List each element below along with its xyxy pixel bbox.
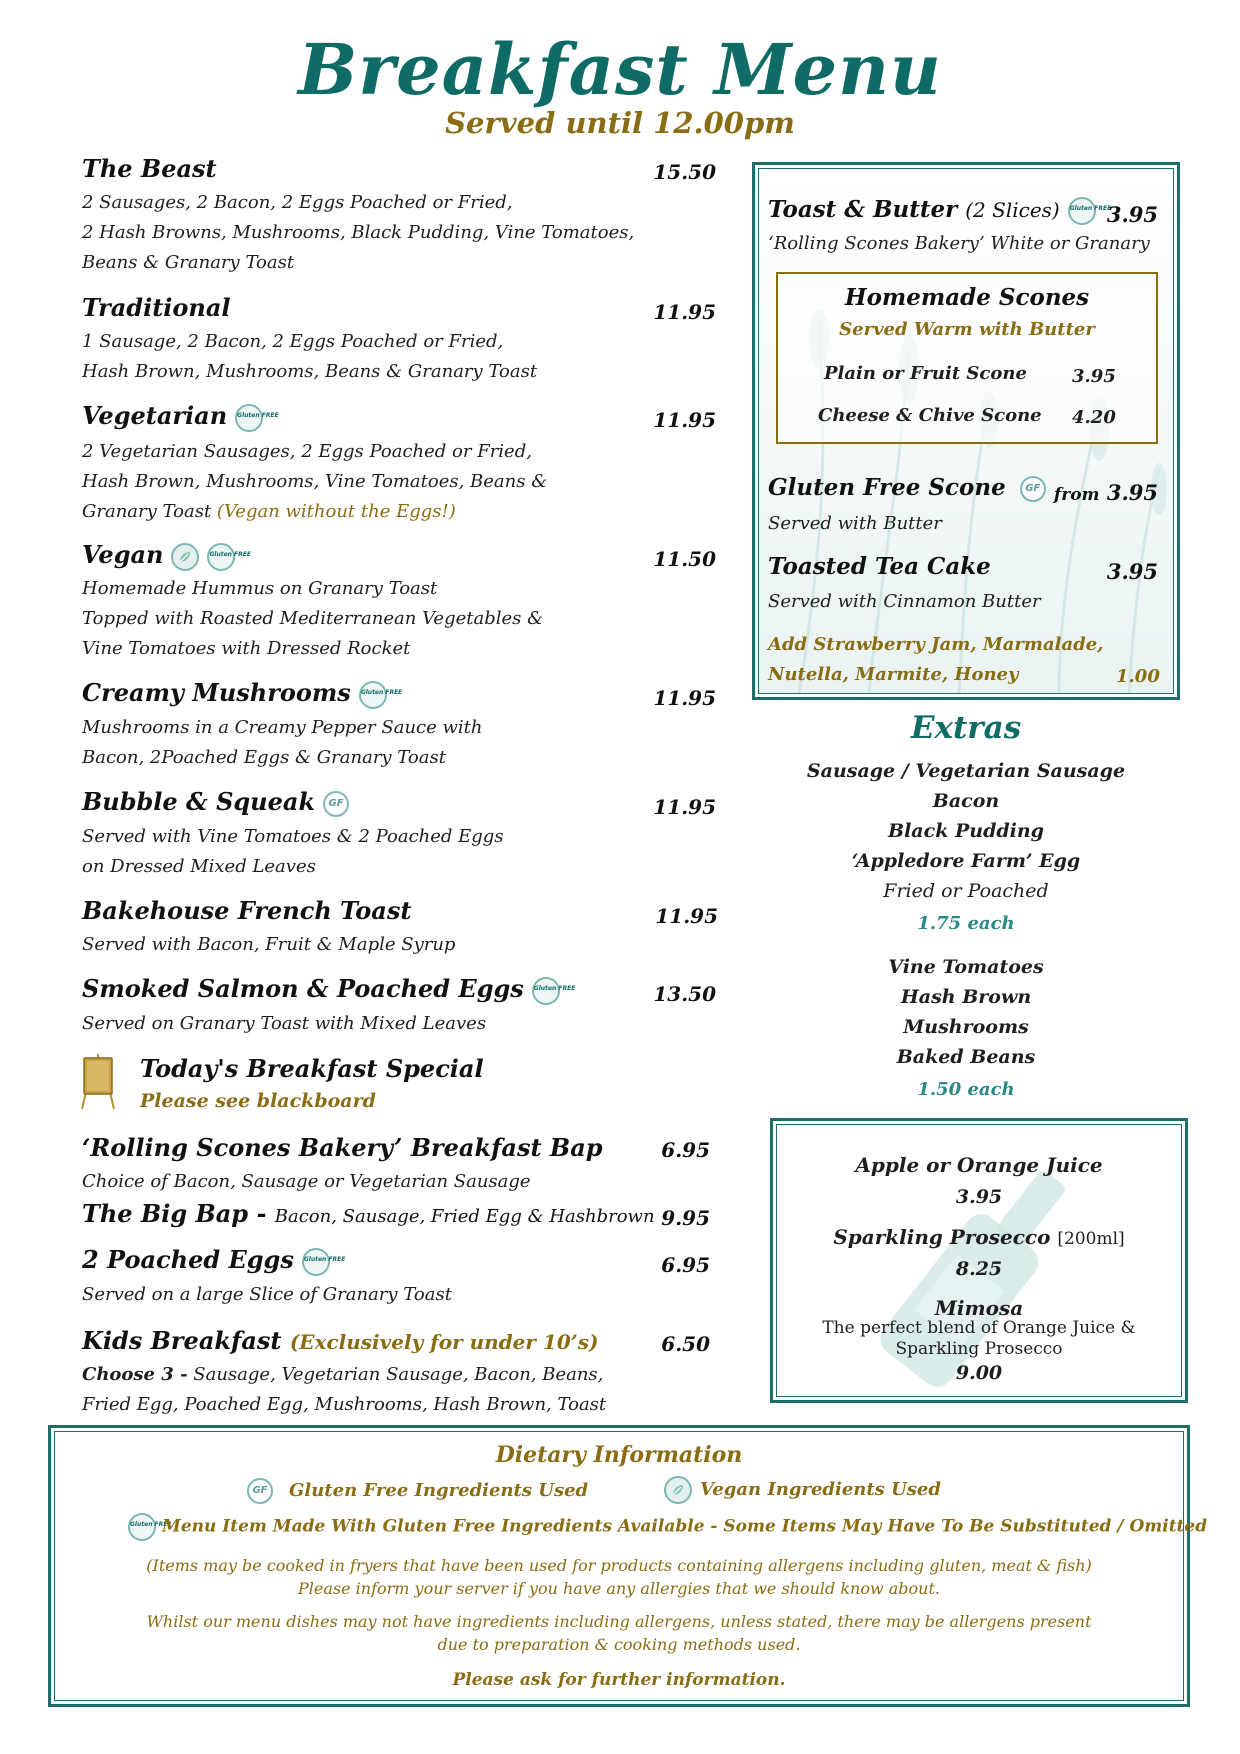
item-desc-line: Topped with Roasted Mediterranean Vegetables & [82,608,544,629]
item-name-creamy-mushrooms: Creamy Mushrooms Gluten FREE [82,678,403,707]
item-desc-line: Beans & Granary Toast [82,252,295,273]
item-desc-line: Fried Egg, Poached Egg, Mushrooms, Hash Brown, Toast [82,1394,607,1415]
gluten-free-available-icon: Gluten FREE [235,404,263,432]
gluten-free-available-icon: Gluten FREE [207,543,235,571]
item-desc-line: Bacon, 2Poached Eggs & Granary Toast [82,747,446,768]
dietary-closing: Please ask for further information. [452,1670,786,1690]
gf-scone-name: Gluten Free Scone GF [768,474,1046,502]
item-price-vegan: 11.50 [653,547,716,571]
tea-cake-price: 3.95 [1106,559,1158,584]
gluten-free-available-icon: Gluten FREE [359,681,387,709]
dietary-para: due to preparation & cooking methods used. [437,1635,801,1654]
item-name-the-beast: The Beast [82,154,217,183]
item-name-bubble-squeak: Bubble & Squeak GF [82,787,349,817]
vegan-note: (Vegan without the Eggs!) [216,501,456,522]
item-desc-line: Choice of Bacon, Sausage or Vegetarian Sausage [82,1171,531,1192]
dietary-para: Please inform your server if you have any allergies that we should know about. [297,1579,940,1598]
special-title: Today's Breakfast Special [140,1054,484,1083]
item-desc-line: Served on a large Slice of Granary Toast [82,1284,452,1305]
drink-mimosa-desc: Sparkling Prosecco [895,1339,1063,1359]
scone-item-price: 3.95 [1072,366,1116,387]
tea-cake-desc: Served with Cinnamon Butter [768,591,1041,612]
item-name-big-bap: The Big Bap - Bacon, Sausage, Fried Egg & Hashbrown [82,1199,655,1228]
item-desc-line: Hash Brown, Mushrooms, Vine Tomatoes, Beans & [82,471,548,492]
item-price-breakfast-bap: 6.95 [661,1138,710,1162]
scone-item-price: 4.20 [1072,407,1116,428]
item-desc-line: Homemade Hummus on Granary Toast [82,578,438,599]
bakery-toast-name: Toast & Butter (2 Slices) Gluten FREE [768,196,1112,223]
item-price-big-bap: 9.95 [661,1206,710,1230]
item-desc-line: on Dressed Mixed Leaves [82,856,316,877]
item-price-kids-breakfast: 6.50 [661,1332,710,1356]
extras-price-2: 1.50 each [917,1079,1015,1100]
item-name-vegan: Vegan Gluten FREE [82,540,251,569]
item-desc-line: Served with Bacon, Fruit & Maple Syrup [82,934,456,955]
extra-item: Sausage / Vegetarian Sausage [806,760,1126,782]
dietary-title: Dietary Information [495,1442,743,1468]
extra-item: Baked Beans [896,1046,1036,1068]
item-name-poached-eggs: 2 Poached Eggs Gluten FREE [82,1245,346,1274]
item-price-the-beast: 15.50 [653,160,716,184]
addons-line: Add Strawberry Jam, Marmalade, [768,634,1104,655]
drink-mimosa-name: Mimosa [934,1296,1024,1320]
item-desc-line: Choose 3 - Sausage, Vegetarian Sausage, Bacon, Beans, [82,1364,604,1385]
item-desc-line: Hash Brown, Mushrooms, Beans & Granary Toast [82,361,538,382]
drink-prosecco-price: 8.25 [955,1258,1003,1280]
gluten-free-available-icon: Gluten FREE [532,977,560,1005]
item-name-french-toast: Bakehouse French Toast [82,896,412,925]
addons-line: Nutella, Marmite, Honey [768,664,1019,685]
gf-icon: GF [323,791,349,817]
item-price-poached-eggs: 6.95 [661,1253,710,1277]
addons-price: 1.00 [1116,666,1160,687]
item-name-traditional: Traditional [82,293,231,322]
scone-item-name: Plain or Fruit Scone [824,363,1027,384]
gf-legend: GF Gluten Free Ingredients Used [247,1478,588,1504]
drink-juice-price: 3.95 [955,1186,1003,1208]
gluten-free-available-icon: Gluten FREE [128,1513,156,1541]
page-subtitle: Served until 12.00pm [445,106,795,140]
blackboard-easel-icon [80,1052,116,1110]
gf-icon: GF [1020,476,1046,502]
gluten-free-available-icon: Gluten FREE [302,1248,330,1276]
vegan-legend: Vegan Ingredients Used [664,1476,941,1504]
gf-scone-price: from 3.95 [1053,480,1158,505]
drink-mimosa-price: 9.00 [955,1362,1003,1384]
item-desc-line: Mushrooms in a Creamy Pepper Sauce with [82,717,483,738]
dietary-para: Whilst our menu dishes may not have ingredients including allergens, unless stated, there may be allergens present [146,1612,1092,1631]
drink-juice-name: Apple or Orange Juice [855,1153,1103,1177]
bakery-toast-desc: ‘Rolling Scones Bakery’ White or Granary [768,233,1150,254]
item-price-french-toast: 11.95 [655,904,718,928]
item-desc-line: 1 Sausage, 2 Bacon, 2 Eggs Poached or Fried, [82,331,504,352]
dietary-para: (Items may be cooked in fryers that have been used for products containing allergens including gluten, meat & fish) [146,1556,1092,1575]
item-desc-line: 2 Vegetarian Sausages, 2 Eggs Poached or Fried, [82,441,532,462]
gf-scone-desc: Served with Butter [768,513,942,534]
item-name-vegetarian: Vegetarian Gluten FREE [82,401,279,430]
extras-price-1: 1.75 each [917,913,1015,934]
item-name-breakfast-bap: ‘Rolling Scones Bakery’ Breakfast Bap [82,1133,603,1162]
gf-icon: GF [247,1478,273,1504]
item-price-creamy-mushrooms: 11.95 [653,686,716,710]
drink-prosecco-name: Sparkling Prosecco [200ml] [833,1225,1125,1249]
scones-subtitle: Served Warm with Butter [839,319,1095,340]
item-desc-line: Granary Toast (Vegan without the Eggs!) [82,501,456,522]
extra-note: Fried or Poached [883,880,1049,902]
scones-title: Homemade Scones [844,284,1090,311]
drink-mimosa-desc: The perfect blend of Orange Juice & [822,1318,1136,1338]
item-price-vegetarian: 11.95 [653,408,716,432]
extra-item: Vine Tomatoes [888,956,1044,978]
tea-cake-name: Toasted Tea Cake [768,553,991,580]
bakery-toast-price: 3.95 [1106,202,1158,227]
gluten-free-available-icon: Gluten FREE [1068,197,1096,225]
item-price-bubble-squeak: 11.95 [653,795,716,819]
extra-item: Hash Brown [900,986,1032,1008]
big-bap-detail: Bacon, Sausage, Fried Egg & Hashbrown [274,1206,655,1227]
vegan-icon [664,1476,692,1504]
item-price-traditional: 11.95 [653,300,716,324]
page-title: Breakfast Menu [298,28,942,111]
gfa-legend: Gluten FREEMenu Item Made With Gluten Free Ingredients Available - Some Items May Have To Be Substituted / Omitted [128,1513,1207,1541]
item-desc-line: 2 Sausages, 2 Bacon, 2 Eggs Poached or Fried, [82,192,513,213]
item-desc-line: Vine Tomatoes with Dressed Rocket [82,638,411,659]
extra-item: Mushrooms [903,1016,1029,1038]
item-name-kids-breakfast: Kids Breakfast (Exclusively for under 10’s) [82,1326,599,1355]
scone-item-name: Cheese & Chive Scone [818,405,1042,426]
item-desc-line: Served on Granary Toast with Mixed Leaves [82,1013,487,1034]
item-price-smoked-salmon: 13.50 [653,982,716,1006]
extra-item: ‘Appledore Farm’ Egg [851,850,1081,872]
extra-item: Black Pudding [888,820,1044,842]
extras-title: Extras [910,710,1022,746]
kids-note: (Exclusively for under 10’s) [289,1330,599,1354]
vegan-icon [171,543,199,571]
extra-item: Bacon [932,790,1000,812]
special-note: Please see blackboard [140,1090,376,1112]
item-desc-line: Served with Vine Tomatoes & 2 Poached Eggs [82,826,504,847]
item-desc-line: 2 Hash Browns, Mushrooms, Black Pudding, Vine Tomatoes, [82,222,635,243]
item-name-smoked-salmon: Smoked Salmon & Poached Eggs Gluten FREE [82,974,576,1003]
